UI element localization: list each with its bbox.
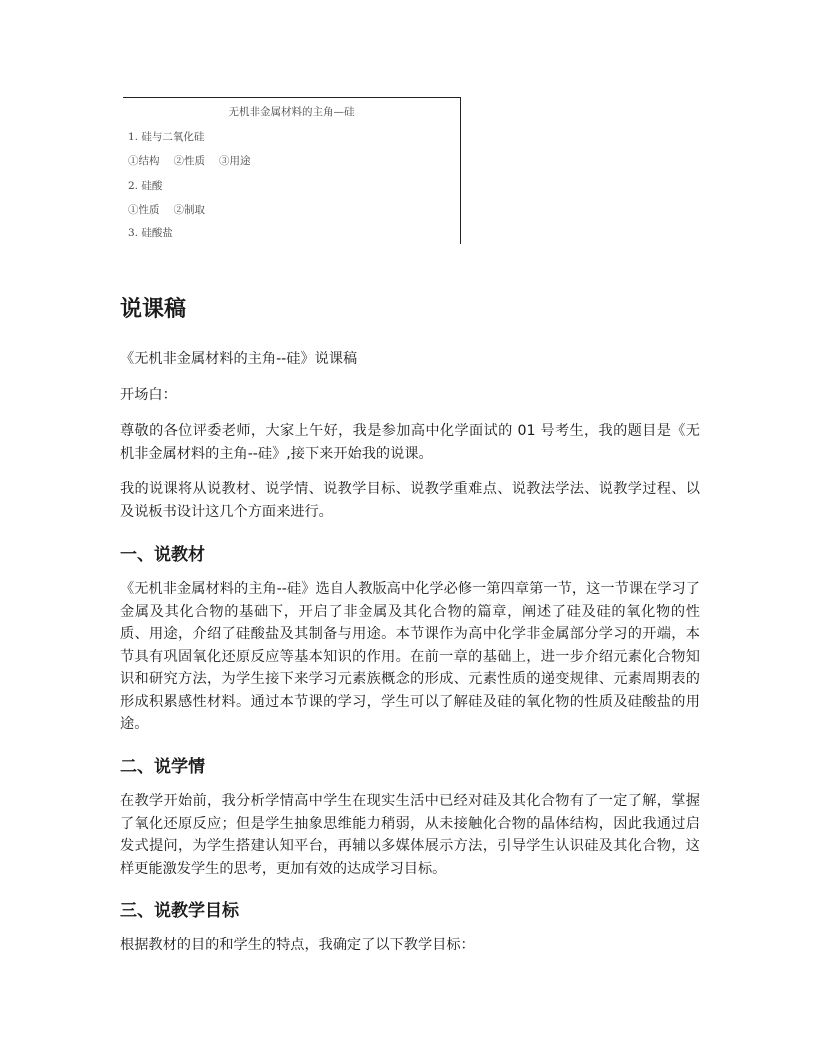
board-item-2-subitems [128, 202, 219, 217]
section-paragraph-textbook: 《无机非金属材料的主角--硅》选自人教版高中化学必修一第四章第一节，这一节课在学习了金属及其化合物的基础下，开启了非金属及其化合物的篇章，阐述了硅及硅的氧化物的性质、用途，介绍了硅酸盐及其制备与用途。本节课作为高中化学非金属部分学习的开端，本节具有巩固氧化还原反应等基本知识的作用。在前一章的基础上，进一步介绍元素化合物知识和研究方法，为学生接下来学习元素族概念的形成、元素性质的递变规律、元素周期表的形成积累感性材料。通过本节课的学习，学生可以了解硅及硅的氧化物的性质及硅酸盐的用途。 [120, 581, 700, 732]
board-subitem: ②性质 [173, 155, 205, 167]
page-title: 说课稿 [120, 297, 187, 322]
opening-paragraph: 尊敬的各位评委老师，大家上午好，我是参加高中化学面试的 01 号考生，我的题目是《无机非金属材料的主角--硅》,接下来开始我的说课。 [120, 423, 700, 462]
board-item-3: 3. 硅酸盐 [128, 227, 173, 239]
plan-paragraph: 我的说课将从说教材、说学情、说教学目标、说教学重难点、说教法学法、说教学过程、以及说板书设计这几个方面来进行。 [120, 481, 700, 520]
section-paragraph-objectives: 根据教材的目的和学生的特点，我确定了以下教学目标： [120, 937, 475, 953]
lecture-subtitle: 《无机非金属材料的主角--硅》说课稿 [120, 351, 358, 367]
section-heading-students: 二、说学情 [120, 757, 205, 777]
board-subitem: ①结构 [128, 155, 160, 167]
section-paragraph-students: 在教学开始前，我分析学情高中学生在现实生活中已经对硅及其化合物有了一定了解，掌握了氧化还原反应；但是学生抽象思维能力稍弱，从未接触化合物的晶体结构，因此我通过启发式提问，为学生搭建认知平台，再辅以多媒体展示方法，引导学生认识硅及其化合物，这样更能激发学生的思考，更加有效的达成学习目标。 [120, 793, 700, 877]
board-item-1: 1. 硅与二氧化硅 [128, 131, 205, 143]
board-subitem: ②制取 [173, 204, 205, 216]
opening-label: 开场白： [120, 387, 177, 403]
blackboard-sketch [123, 97, 461, 244]
section-heading-textbook: 一、说教材 [120, 545, 205, 565]
board-title: 无机非金属材料的主角—硅 [228, 106, 355, 118]
board-item-2: 2. 硅酸 [128, 180, 163, 192]
section-heading-objectives: 三、说教学目标 [120, 901, 239, 921]
board-subitem: ③用途 [219, 155, 251, 167]
board-item-1-subitems [128, 153, 265, 168]
board-subitem: ①性质 [128, 204, 160, 216]
